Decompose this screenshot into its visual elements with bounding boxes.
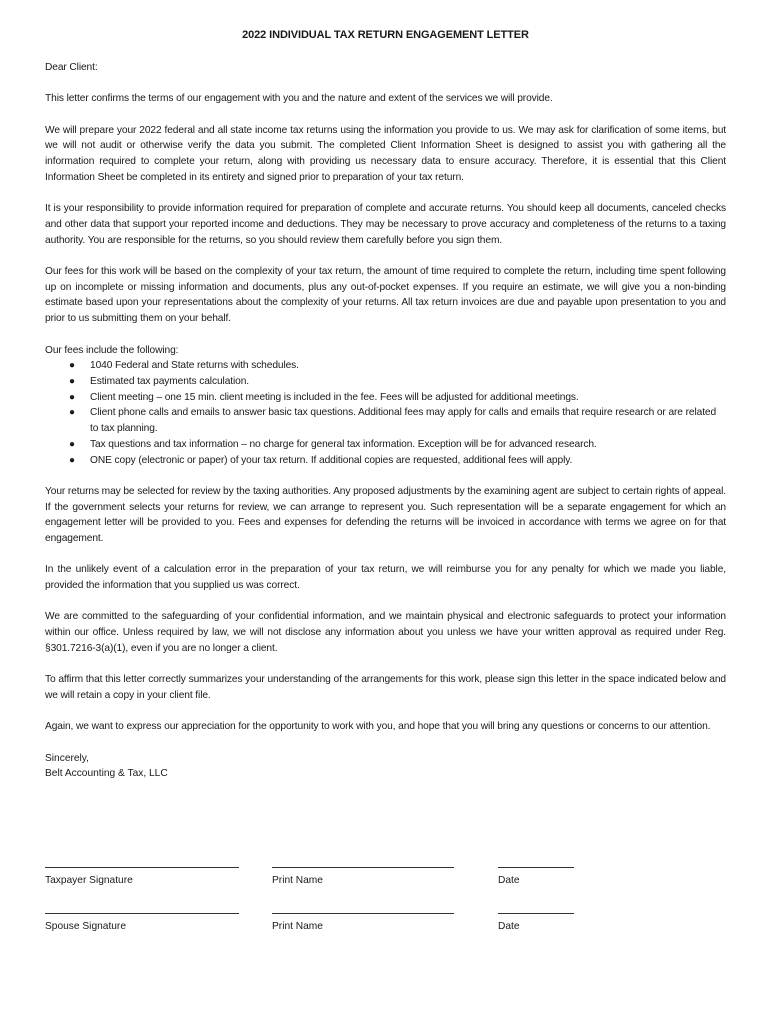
affirm-paragraph: To affirm that this letter correctly summarizes your understanding of the arrangements for this work, please sign this letter in the space indicated below and we will retain a copy in your client file. — [45, 674, 726, 701]
error-paragraph: In the unlikely event of a calculation error in the preparation of your tax return, we will reimburse you for any penalty for which we made you liable, provided the information that you supplied us was correct. — [45, 564, 726, 592]
signature-line — [45, 905, 239, 914]
intro-paragraph: This letter confirms the terms of our engagement with you and the nature and extent of the services we will provide. — [45, 93, 553, 105]
fees-intro: Our fees include the following: — [45, 344, 179, 356]
fees-list — [45, 358, 726, 468]
taxpayer-date-field[interactable] — [498, 859, 574, 888]
list-item — [69, 437, 726, 453]
print-name-label: Print Name — [272, 875, 323, 886]
spouse-signature-row — [45, 905, 726, 937]
list-item-text: Estimated tax payments calculation. — [90, 375, 250, 387]
list-item — [69, 390, 726, 406]
spouse-print-name-field[interactable] — [272, 905, 454, 934]
list-item-text: Client meeting – one 15 min. client meeting is included in the fee. Fees will be adjusted for additional meetings. — [90, 391, 579, 403]
bullet-icon: ● — [69, 391, 75, 403]
print-name-line — [272, 859, 454, 868]
list-item-text: Tax questions and tax information – no charge for general tax information. Exception will be for advanced research. — [90, 438, 597, 450]
salutation: Dear Client: — [45, 62, 98, 73]
review-paragraph: Your returns may be selected for review by the taxing authorities. Any proposed adjustments by the examining agent are subject to certain rights of appeal. If the government selects your returns for review, we can arrange to represent you. Such representation will be a separate engagement for which an engagement letter will be provided to you. Fees and expenses for defending the returns will be invoiced in accordance with terms we agree on for that engagement. — [45, 485, 726, 544]
page-title: 2022 INDIVIDUAL TAX RETURN ENGAGEMENT LETTER — [242, 29, 529, 41]
responsibility-paragraph: It is your responsibility to provide information required for preparation of complete and accurate returns. You should keep all documents, canceled checks and other data that support your reported income and deductions. They may be necessary to prove accuracy and completeness of the returns to a taxing authority. You are responsible for the returns, so you should review them carefully before you sign them. — [45, 203, 726, 246]
spouse-date-field[interactable] — [498, 905, 574, 934]
list-item — [69, 358, 726, 374]
spouse-signature-field[interactable] — [45, 905, 239, 934]
print-name-line — [272, 905, 454, 914]
appreciation-paragraph: Again, we want to express our appreciation for the opportunity to work with you, and hope that you will bring any questions or concerns to our attention. — [45, 721, 711, 733]
date-label: Date — [498, 921, 520, 932]
date-line — [498, 859, 574, 868]
date-line — [498, 905, 574, 914]
list-item — [69, 374, 726, 390]
list-item — [69, 453, 726, 469]
firm-name: Belt Accounting & Tax, LLC — [45, 768, 168, 780]
closing: Sincerely, — [45, 752, 89, 764]
engagement-letter — [45, 28, 726, 782]
bullet-icon: ● — [69, 454, 75, 466]
print-name-label: Print Name — [272, 921, 323, 932]
preparation-paragraph: We will prepare your 2022 federal and all state income tax returns using the information you provide to us. We may ask for clarification of some items, but we will not audit or otherwise verify the data you submit. The completed Client Information Sheet is designed to assist you with gathering all the information required to complete your return, along with providing us necessary data to ensure accuracy. Therefore, it is essential that this Client Information Sheet be completed in its entirety and signed prior to preparation of your tax return. — [45, 124, 726, 183]
list-item-text: ONE copy (electronic or paper) of your tax return. If additional copies are requested, additional fees will apply. — [90, 454, 573, 466]
list-item — [69, 405, 726, 436]
signature-label: Spouse Signature — [45, 921, 126, 932]
taxpayer-signature-row — [45, 859, 726, 891]
bullet-icon: ● — [69, 407, 75, 419]
taxpayer-signature-field[interactable] — [45, 859, 239, 888]
date-label: Date — [498, 875, 520, 886]
bullet-icon: ● — [69, 438, 75, 450]
bullet-icon: ● — [69, 360, 75, 372]
bullet-icon: ● — [69, 375, 75, 387]
list-item-text: Client phone calls and emails to answer basic tax questions. Additional fees may apply for calls and emails that require research or are related to tax planning. — [90, 407, 717, 435]
signature-label: Taxpayer Signature — [45, 875, 133, 886]
fees-paragraph: Our fees for this work will be based on the complexity of your tax return, the amount of time required to complete the return, including time spent following up on incomplete or missing information and documents, plus any out-of-pocket expenses. If you require an estimate, we will give you a non-binding estimate based upon your representations about the complexity of your returns. All tax return invoices are due and payable upon presentation to you and prior to us submitting them on your behalf. — [45, 266, 726, 325]
confidentiality-paragraph: We are committed to the safeguarding of your confidential information, and we maintain physical and electronic safeguards to protect your information within our office. Unless required by law, we will not disclose any information about you unless we have your written approval as required under Reg. §301.7216-3(a)(1), even if you are no longer a client. — [45, 611, 726, 654]
list-item-text: 1040 Federal and State returns with schedules. — [90, 360, 299, 372]
signature-line — [45, 859, 239, 868]
taxpayer-print-name-field[interactable] — [272, 859, 454, 888]
